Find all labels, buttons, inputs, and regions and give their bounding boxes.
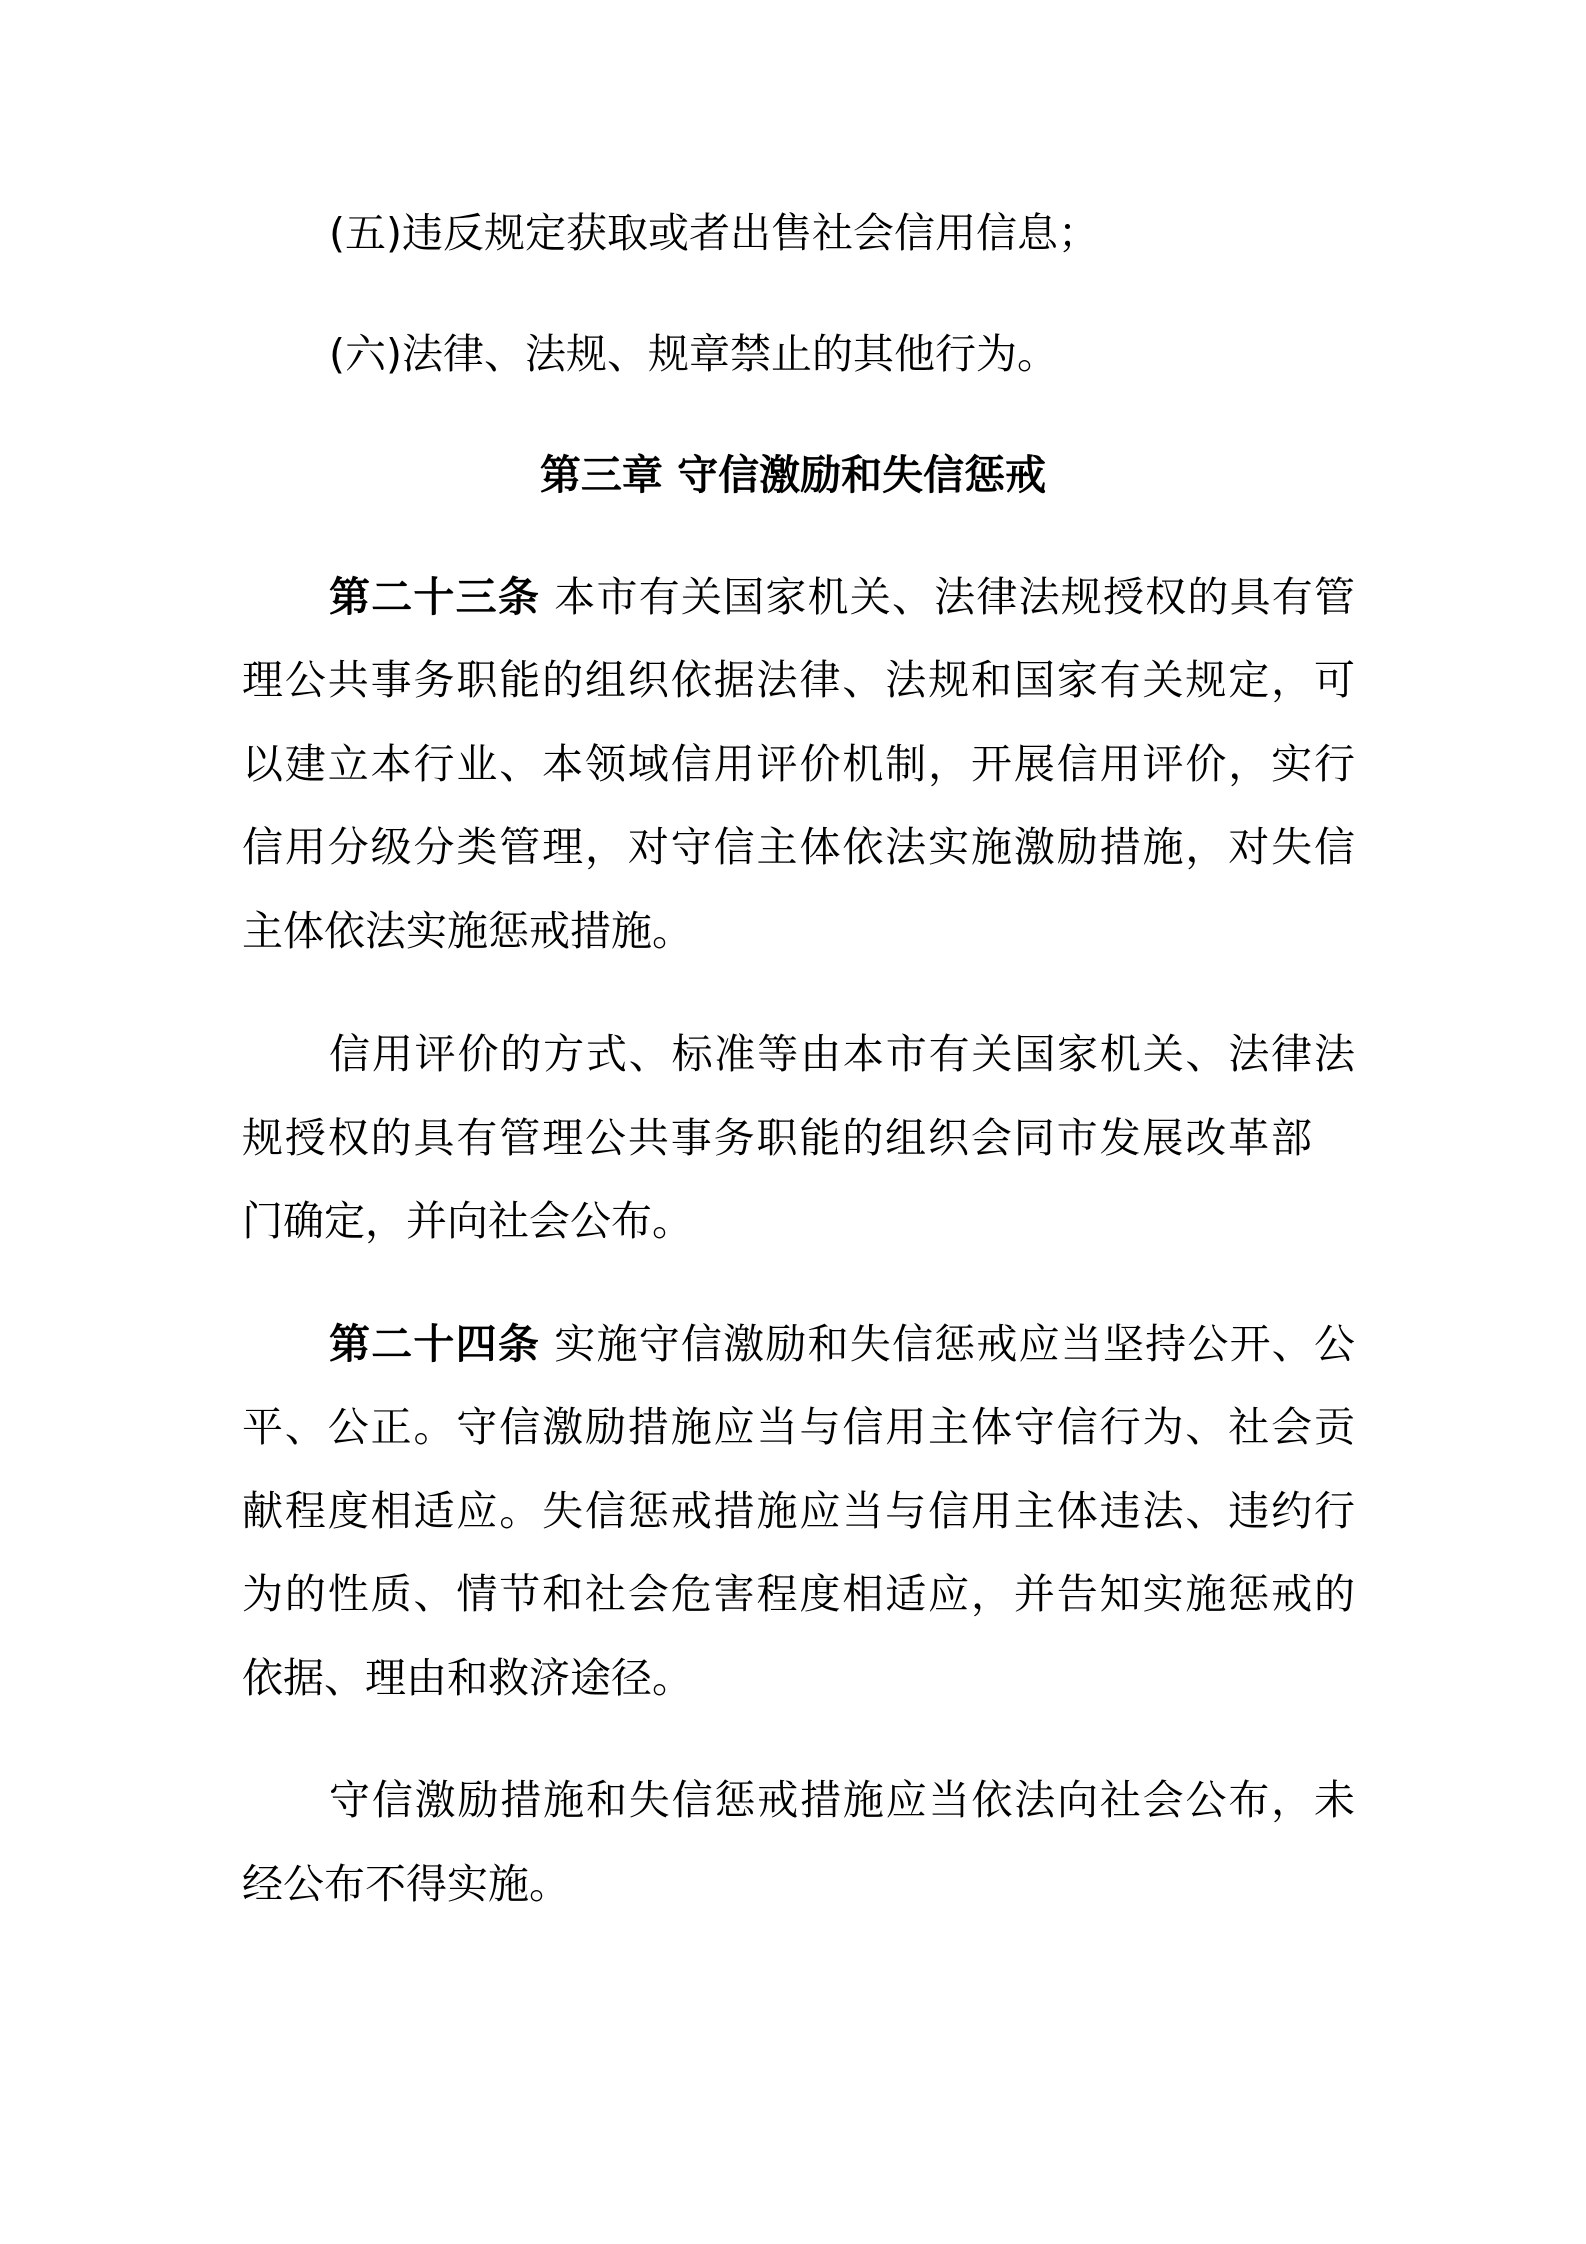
paragraph-line: 以建立本行业、本领域信用评价机制，开展信用评价，实行: [242, 740, 1355, 788]
article-text: 实施守信激励和失信惩戒应当坚持公开、公: [540, 1320, 1356, 1368]
paragraph-line: 信用分级分类管理，对守信主体依法实施激励措施，对失信: [242, 823, 1355, 871]
paragraph-line: 信用评价的方式、标准等由本市有关国家机关、法律法: [329, 1030, 1355, 1078]
list-item: (五)违反规定获取或者出售社会信用信息；: [329, 209, 1099, 257]
paragraph-line: 守信激励措施和失信惩戒措施应当依法向社会公布，未: [329, 1776, 1355, 1824]
article-first-line: [329, 1319, 1355, 1369]
paragraph-line: 献程度相适应。失信惩戒措施应当与信用主体违法、违约行: [242, 1487, 1355, 1535]
paragraph-line: 主体依法实施惩戒措施。: [242, 907, 693, 955]
article-title: 第二十三条: [329, 573, 541, 621]
paragraph-line: 经公布不得实施。: [242, 1860, 570, 1908]
paragraph-line: 规授权的具有管理公共事务职能的组织会同市发展改革部: [242, 1114, 1312, 1162]
paragraph-line: 理公共事务职能的组织依据法律、法规和国家有关规定，可: [242, 656, 1355, 704]
chapter-heading: 第三章 守信激励和失信惩戒: [539, 451, 1047, 499]
paragraph-line: 平、公正。守信激励措施应当与信用主体守信行为、社会贡: [242, 1403, 1355, 1451]
paragraph-line: 依据、理由和救济途径。: [242, 1654, 693, 1702]
paragraph-line: 门确定，并向社会公布。: [242, 1197, 693, 1245]
article-text: 本市有关国家机关、法律法规授权的具有管: [540, 573, 1356, 621]
article-title: 第二十四条: [329, 1320, 541, 1368]
list-item: (六)法律、法规、规章禁止的其他行为。: [329, 330, 1058, 378]
article-first-line: [329, 572, 1355, 622]
paragraph-line: 为的性质、情节和社会危害程度相适应，并告知实施惩戒的: [242, 1570, 1355, 1618]
